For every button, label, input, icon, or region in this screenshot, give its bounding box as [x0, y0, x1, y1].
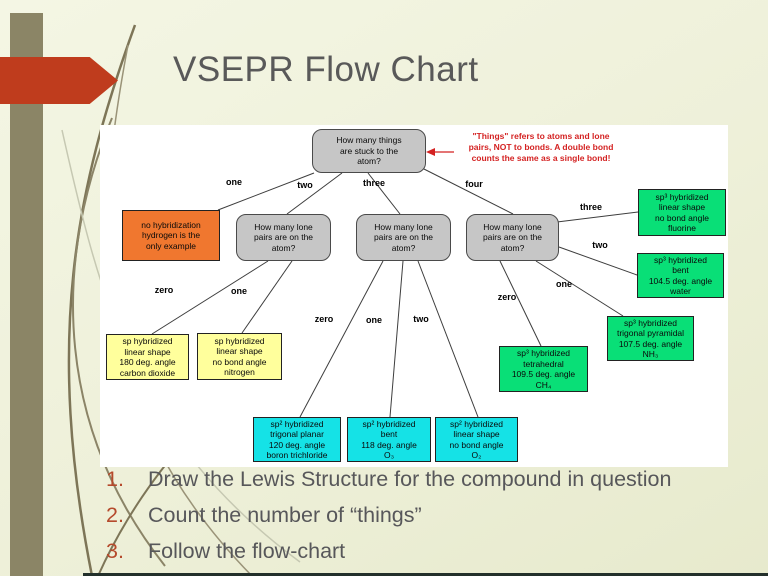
- branch-label: four: [465, 179, 483, 189]
- branch-label: two: [297, 180, 313, 190]
- result-line: no bond angle: [655, 212, 709, 223]
- result-line: O₃: [383, 450, 395, 460]
- decision-line: atom?: [500, 242, 525, 253]
- decision-three-things-box: [356, 214, 451, 261]
- flowchart-connector-lines: [100, 125, 728, 467]
- step-item: [106, 466, 751, 493]
- result-line: 107.5 deg. angle: [618, 338, 683, 349]
- decision-line: How many lone: [374, 221, 433, 232]
- decision-line: atom?: [271, 242, 296, 253]
- decision-line: pairs are on the: [373, 232, 434, 243]
- result-line: sp³ hybridized: [654, 254, 707, 265]
- flowchart-panel: [100, 125, 728, 467]
- branch-label: zero: [314, 314, 334, 324]
- result-line: bent: [380, 429, 398, 439]
- result-line: fluorine: [668, 223, 696, 233]
- result-line: bent: [672, 265, 689, 275]
- result-line: sp² hybridized: [270, 418, 324, 429]
- result-box-oxygen: [435, 417, 518, 462]
- result-line: 120 deg. angle: [268, 439, 326, 450]
- result-box-ozone: [347, 417, 431, 462]
- result-line: sp³ hybridized: [655, 191, 709, 202]
- branch-label: three: [362, 178, 386, 188]
- result-line: linear shape: [453, 429, 500, 439]
- note-line: pairs, NOT to bonds. A double bond: [468, 142, 614, 152]
- decision-line: pairs are on the: [253, 232, 314, 243]
- branch-label: zero: [497, 292, 517, 302]
- result-line: no bond angle: [212, 356, 267, 367]
- result-line: carbon dioxide: [119, 367, 176, 378]
- result-line: sp hybridized: [122, 336, 173, 346]
- branch-label: three: [579, 202, 603, 212]
- branch-label: one: [555, 279, 573, 289]
- decision-line: pairs are on the: [482, 232, 543, 243]
- decision-line: are stuck to the: [339, 145, 399, 156]
- result-box-water: [637, 253, 724, 298]
- result-line: linear shape: [124, 346, 171, 357]
- result-line: boron trichloride: [266, 450, 328, 460]
- step-number: 1.: [106, 467, 124, 491]
- result-line: O₂: [471, 450, 482, 460]
- result-line: 180 deg. angle: [119, 357, 176, 367]
- page-title: VSEPR Flow Chart: [173, 50, 479, 89]
- result-line: hydrogen is the: [141, 230, 201, 241]
- result-line: no bond angle: [449, 439, 504, 450]
- step-item: [106, 538, 751, 565]
- decision-root-box: [312, 129, 426, 173]
- result-line: tetrahedral: [523, 358, 564, 369]
- result-box-boron-trichloride: [253, 417, 341, 462]
- branch-label: one: [230, 286, 248, 296]
- step-number: 3.: [106, 539, 124, 563]
- decision-line: How many lone: [254, 221, 313, 232]
- note-line: "Things" refers to atoms and lone: [472, 131, 610, 141]
- result-box-methane: [499, 346, 588, 392]
- result-line: sp hybridized: [214, 335, 265, 346]
- result-line: 109.5 deg. angle: [511, 369, 576, 379]
- decision-four-things-box: [466, 214, 559, 261]
- note-arrow-icon: [426, 148, 454, 156]
- result-line: water: [670, 286, 691, 296]
- decision-line: atom?: [391, 242, 416, 253]
- result-box-nitrogen: [197, 333, 282, 380]
- branch-label: two: [592, 240, 608, 250]
- step-text: Count the number of “things”: [148, 503, 422, 527]
- note-line: counts the same as a single bond!: [471, 153, 611, 163]
- result-line: sp³ hybridized: [517, 348, 570, 358]
- step-number: 2.: [106, 503, 124, 527]
- result-line: no hybridization: [141, 219, 201, 230]
- decision-two-things-box: [236, 214, 331, 261]
- branch-label: one: [225, 177, 243, 187]
- result-line: sp³ hybridized: [624, 317, 677, 328]
- steps-list: [106, 466, 751, 574]
- result-line: nitrogen: [224, 367, 255, 377]
- result-line: 118 deg. angle: [361, 439, 417, 450]
- result-line: sp² hybridized: [362, 418, 416, 429]
- result-line: CH₄: [535, 379, 552, 390]
- decision-line: How many lone: [483, 221, 542, 232]
- decision-line: atom?: [357, 156, 381, 167]
- title-arrow-shape: [0, 57, 118, 104]
- result-box-ammonia: [607, 316, 694, 361]
- result-box-carbon-dioxide: [106, 334, 189, 380]
- step-text: Follow the flow-chart: [148, 539, 346, 563]
- branch-label: two: [413, 314, 429, 324]
- branch-label: zero: [154, 285, 174, 295]
- result-line: linear shape: [216, 346, 263, 356]
- result-box-hydrogen: [122, 210, 220, 261]
- step-text: Draw the Lewis Structure for the compound in question: [148, 467, 672, 491]
- result-line: linear shape: [658, 202, 706, 212]
- result-line: trigonal planar: [270, 429, 324, 439]
- note-text: [451, 131, 631, 164]
- branch-label: one: [365, 315, 383, 325]
- result-line: NH₃: [642, 349, 659, 359]
- step-item: [106, 502, 751, 529]
- result-line: sp² hybridized: [450, 418, 503, 429]
- result-line: trigonal pyramidal: [616, 328, 685, 338]
- result-line: 104.5 deg. angle: [648, 275, 713, 286]
- result-line: only example: [145, 240, 197, 251]
- result-box-fluorine: [638, 189, 726, 236]
- decision-line: How many things: [336, 135, 402, 146]
